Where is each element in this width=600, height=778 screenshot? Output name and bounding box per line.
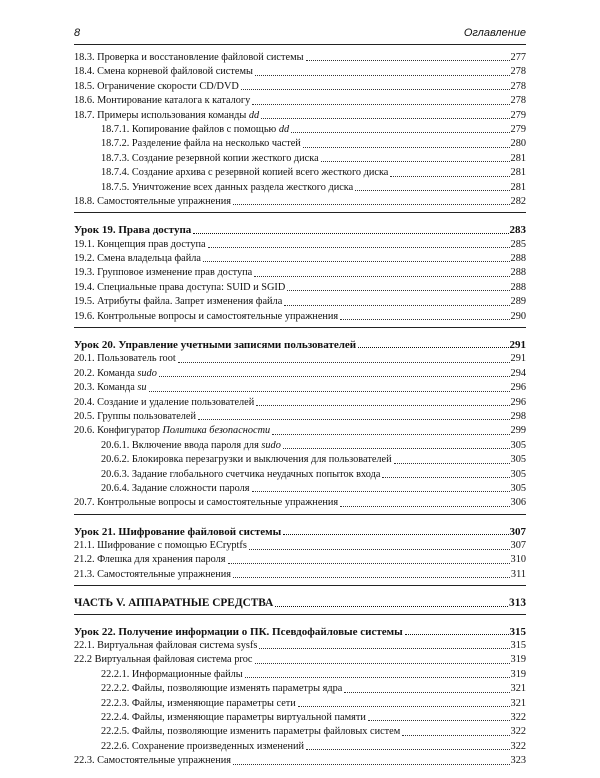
toc-entry-title: 18.5. Ограничение скорости CD/DVD (74, 80, 239, 92)
toc-entry-title: 18.7.2. Разделение файла на несколько частей (101, 138, 301, 150)
toc-entry-title: 19.1. Концепция прав доступа (74, 238, 206, 250)
toc-page-number: 285 (510, 238, 526, 250)
toc-page-number: 294 (510, 367, 526, 379)
toc-page-number: 311 (510, 568, 526, 580)
toc-page-number: 307 (510, 540, 526, 552)
toc-entry (74, 252, 526, 266)
toc-entry (74, 711, 526, 725)
toc-entry-title: 22.1. Виртуальная файловая система sysfs (74, 640, 258, 652)
toc-entry-title: 20.5. Группы пользователей (74, 410, 196, 422)
toc-entry-title: 20.6. Конфигуратор Политика безопасности (74, 425, 271, 437)
toc-entry-title: Урок 22. Получение информации о ПК. Псевдофайловые системы (74, 625, 403, 638)
toc-entry-title: 20.4. Создание и удаление пользователей (74, 396, 255, 408)
toc-entry-title: 18.7. Примеры использования команды dd (74, 109, 260, 121)
toc-entry-title: 22.3. Самостоятельные упражнения (74, 755, 231, 767)
toc-page-number: 306 (510, 497, 526, 509)
dot-leader (390, 176, 509, 177)
toc-page-number: 279 (510, 109, 526, 121)
toc-page-number: 305 (510, 468, 526, 480)
toc-page-number: 307 (509, 525, 526, 538)
toc-page-number: 278 (510, 95, 526, 107)
dot-leader (245, 677, 510, 678)
toc-page-number: 322 (510, 740, 526, 752)
toc-page-number: 296 (510, 396, 526, 408)
toc-page-number: 305 (510, 482, 526, 494)
toc-entry-title: 22.2.4. Файлы, изменяющие параметры виртуальной памяти (101, 712, 366, 723)
toc-entry (74, 281, 526, 295)
toc-entry-title: 18.7.4. Создание архива с резервной копией всего жесткого диска (101, 167, 389, 179)
toc-entry-title: 19.6. Контрольные вопросы и самостоятельные упражнения (74, 310, 339, 322)
toc-entry-title: 20.7. Контрольные вопросы и самостоятельные упражнения (74, 497, 339, 509)
toc-entry-title: 19.3. Групповое изменение прав доступа (74, 267, 253, 279)
toc-entry-title: 22.2.1. Информационные файлы (101, 668, 243, 680)
dot-leader (344, 692, 509, 693)
toc-entry (74, 754, 526, 768)
toc-page-number: 288 (510, 281, 526, 293)
toc-page-number: 281 (510, 167, 526, 179)
toc-entry (74, 424, 526, 438)
dot-leader (159, 376, 510, 377)
toc-page-number: 289 (510, 296, 526, 308)
toc-section (74, 592, 526, 614)
dot-leader (149, 391, 510, 392)
table-of-contents (74, 51, 526, 778)
toc-entry (74, 381, 526, 395)
toc-entry-title: 22.2.2. Файлы, позволяющие изменять параметры ядра (101, 683, 343, 695)
toc-entry-title: 22.2.3. Файлы, изменяющие параметры сети (101, 697, 296, 709)
toc-entry-title: 18.8. Самостоятельные упражнения (74, 195, 231, 207)
toc-entry (74, 310, 526, 324)
toc-entry (74, 367, 526, 381)
toc-entry-title: 18.7.3. Создание резервной копии жесткого диска (101, 152, 319, 164)
toc-entry-title: 22.2.5. Файлы, позволяющие изменить параметры файловых систем (101, 726, 401, 738)
toc-page-number: 291 (509, 339, 526, 352)
toc-page-number: 299 (510, 425, 526, 437)
toc-page-number: 288 (510, 267, 526, 279)
toc-page-number: 281 (510, 181, 526, 193)
toc-page-number: 310 (510, 554, 526, 566)
dot-leader (233, 577, 510, 578)
toc-entry-title: ЧАСТЬ V. АППАРАТНЫЕ СРЕДСТВА (74, 597, 274, 610)
toc-entry-title: 20.3. Команда su (74, 382, 147, 394)
dot-leader (287, 290, 509, 291)
running-title: Оглавление (463, 27, 526, 39)
toc-page-number: 290 (510, 310, 526, 322)
toc-page-number: 305 (510, 454, 526, 466)
dot-leader (405, 634, 509, 635)
dot-leader (321, 161, 510, 162)
toc-page-number: 282 (510, 195, 526, 207)
dot-leader (252, 104, 509, 105)
toc-lesson-heading (74, 338, 526, 352)
toc-entry-title: 20.1. Пользователь root (74, 353, 176, 365)
dot-leader (255, 75, 510, 76)
dot-leader (358, 347, 508, 348)
dot-leader (272, 434, 509, 435)
toc-page-number: 281 (510, 152, 526, 164)
header-rule (74, 44, 526, 45)
toc-entry-title: 22.2 Виртуальная файловая система proc (74, 654, 253, 666)
toc-entry (74, 266, 526, 280)
dot-leader (233, 764, 510, 765)
dot-leader (178, 362, 510, 363)
toc-entry-title: 21.3. Самостоятельные упражнения (74, 568, 231, 580)
toc-entry-title: 21.1. Шифрование с помощью ECryptfs (74, 540, 247, 552)
toc-entry (74, 94, 526, 108)
dot-leader (193, 233, 508, 234)
toc-page-number: 280 (510, 138, 526, 150)
toc-entry (74, 152, 526, 166)
toc-entry (74, 740, 526, 754)
dot-leader (355, 190, 509, 191)
toc-entry (74, 453, 526, 467)
toc-entry (74, 396, 526, 410)
toc-lesson-heading (74, 625, 526, 639)
toc-page-number: 315 (510, 640, 526, 652)
dot-leader (241, 89, 510, 90)
dot-leader (275, 606, 508, 607)
toc-lesson-heading (74, 525, 526, 539)
toc-entry (74, 482, 526, 496)
toc-entry (74, 554, 526, 568)
dot-leader (291, 132, 509, 133)
toc-entry (74, 682, 526, 696)
dot-leader (255, 663, 510, 664)
toc-page-number: 291 (510, 353, 526, 365)
toc-entry (74, 352, 526, 366)
toc-entry (74, 439, 526, 453)
toc-entry (74, 80, 526, 94)
page-header (74, 27, 526, 43)
dot-leader (203, 261, 510, 262)
dot-leader (394, 463, 510, 464)
toc-entry-title: Урок 21. Шифрование файловой системы (74, 525, 282, 538)
toc-section (74, 334, 526, 515)
toc-entry-title: 20.2. Команда sudo (74, 367, 157, 379)
dot-leader (208, 247, 510, 248)
toc-entry (74, 468, 526, 482)
toc-entry (74, 166, 526, 180)
dot-leader (340, 506, 509, 507)
toc-page-number: 322 (510, 726, 526, 738)
toc-page-number: 319 (510, 668, 526, 680)
dot-leader (233, 204, 510, 205)
toc-page-number: 315 (509, 625, 526, 638)
dot-leader (284, 305, 509, 306)
toc-page-number: 319 (510, 654, 526, 666)
page-number: 8 (74, 27, 81, 39)
toc-entry-title: 20.6.2. Блокировка перезагрузки и выключения для пользователей (101, 454, 392, 466)
toc-entry (74, 568, 526, 582)
dot-leader (283, 534, 508, 535)
toc-entry (74, 539, 526, 553)
dot-leader (259, 648, 509, 649)
toc-page-number: 313 (509, 597, 526, 610)
dot-leader (382, 477, 509, 478)
toc-entry-title: 19.4. Специальные права доступа: SUID и SGID (74, 281, 286, 293)
toc-entry-title: 19.5. Атрибуты файла. Запрет изменения файла (74, 296, 283, 308)
dot-leader (368, 720, 510, 721)
toc-entry-title: 18.7.5. Уничтожение всех данных раздела жесткого диска (101, 181, 354, 193)
toc-section (74, 51, 526, 213)
toc-page-number: 296 (510, 382, 526, 394)
toc-entry (74, 668, 526, 682)
toc-lesson-heading (74, 223, 526, 237)
toc-part-heading (74, 596, 526, 610)
toc-section (74, 521, 526, 587)
toc-entry (74, 123, 526, 137)
dot-leader (306, 60, 510, 61)
toc-entry-title: 20.6.4. Задание сложности пароля (101, 482, 250, 494)
toc-entry (74, 496, 526, 510)
toc-entry (74, 65, 526, 79)
toc-entry-title: 18.6. Монтирование каталога к каталогу (74, 95, 251, 107)
toc-entry (74, 238, 526, 252)
toc-entry-title: Урок 20. Управление учетными записями пользователей (74, 339, 357, 352)
toc-entry (74, 137, 526, 151)
toc-entry-title: 18.4. Смена корневой файловой системы (74, 66, 253, 78)
toc-entry (74, 697, 526, 711)
toc-page-number: 277 (510, 51, 526, 63)
toc-section (74, 219, 526, 328)
toc-entry (74, 410, 526, 424)
dot-leader (340, 319, 509, 320)
toc-entry (74, 295, 526, 309)
toc-page-number: 305 (510, 439, 526, 451)
dot-leader (252, 491, 510, 492)
dot-leader (254, 276, 509, 277)
toc-page-number: 322 (510, 712, 526, 723)
toc-page-number: 283 (509, 224, 526, 237)
toc-entry (74, 181, 526, 195)
toc-entry-title: 21.2. Флешка для хранения пароля (74, 554, 226, 566)
dot-leader (298, 706, 510, 707)
toc-entry (74, 725, 526, 739)
toc-entry (74, 653, 526, 667)
toc-entry (74, 109, 526, 123)
toc-entry-title: 20.6.1. Включение ввода пароля для sudo (101, 439, 281, 451)
dot-leader (303, 147, 510, 148)
toc-page-number: 278 (510, 66, 526, 78)
dot-leader (198, 419, 510, 420)
toc-entry-title: 18.3. Проверка и восстановление файловой системы (74, 51, 304, 63)
dot-leader (228, 563, 510, 564)
toc-entry-title: 20.6.3. Задание глобального счетчика неудачных попыток входа (101, 468, 381, 480)
toc-section (74, 621, 526, 772)
toc-page-number: 298 (510, 410, 526, 422)
dot-leader (261, 118, 509, 119)
dot-leader (402, 735, 509, 736)
toc-entry (74, 639, 526, 653)
toc-entry (74, 51, 526, 65)
toc-page-number: 321 (510, 683, 526, 695)
toc-entry-title: 18.7.1. Копирование файлов с помощью dd (101, 123, 290, 135)
toc-page-number: 288 (510, 253, 526, 265)
toc-entry (74, 195, 526, 209)
toc-page-number: 279 (510, 123, 526, 135)
dot-leader (249, 549, 510, 550)
toc-entry-title: Урок 19. Права доступа (74, 224, 192, 237)
dot-leader (256, 405, 509, 406)
toc-entry-title: 19.2. Смена владельца файла (74, 253, 201, 265)
dot-leader (283, 448, 510, 449)
toc-entry-title: 22.2.6. Сохранение произведенных изменений (101, 740, 304, 752)
toc-page-number: 321 (510, 697, 526, 709)
toc-page-number: 323 (510, 755, 526, 767)
toc-page-number: 278 (510, 80, 526, 92)
